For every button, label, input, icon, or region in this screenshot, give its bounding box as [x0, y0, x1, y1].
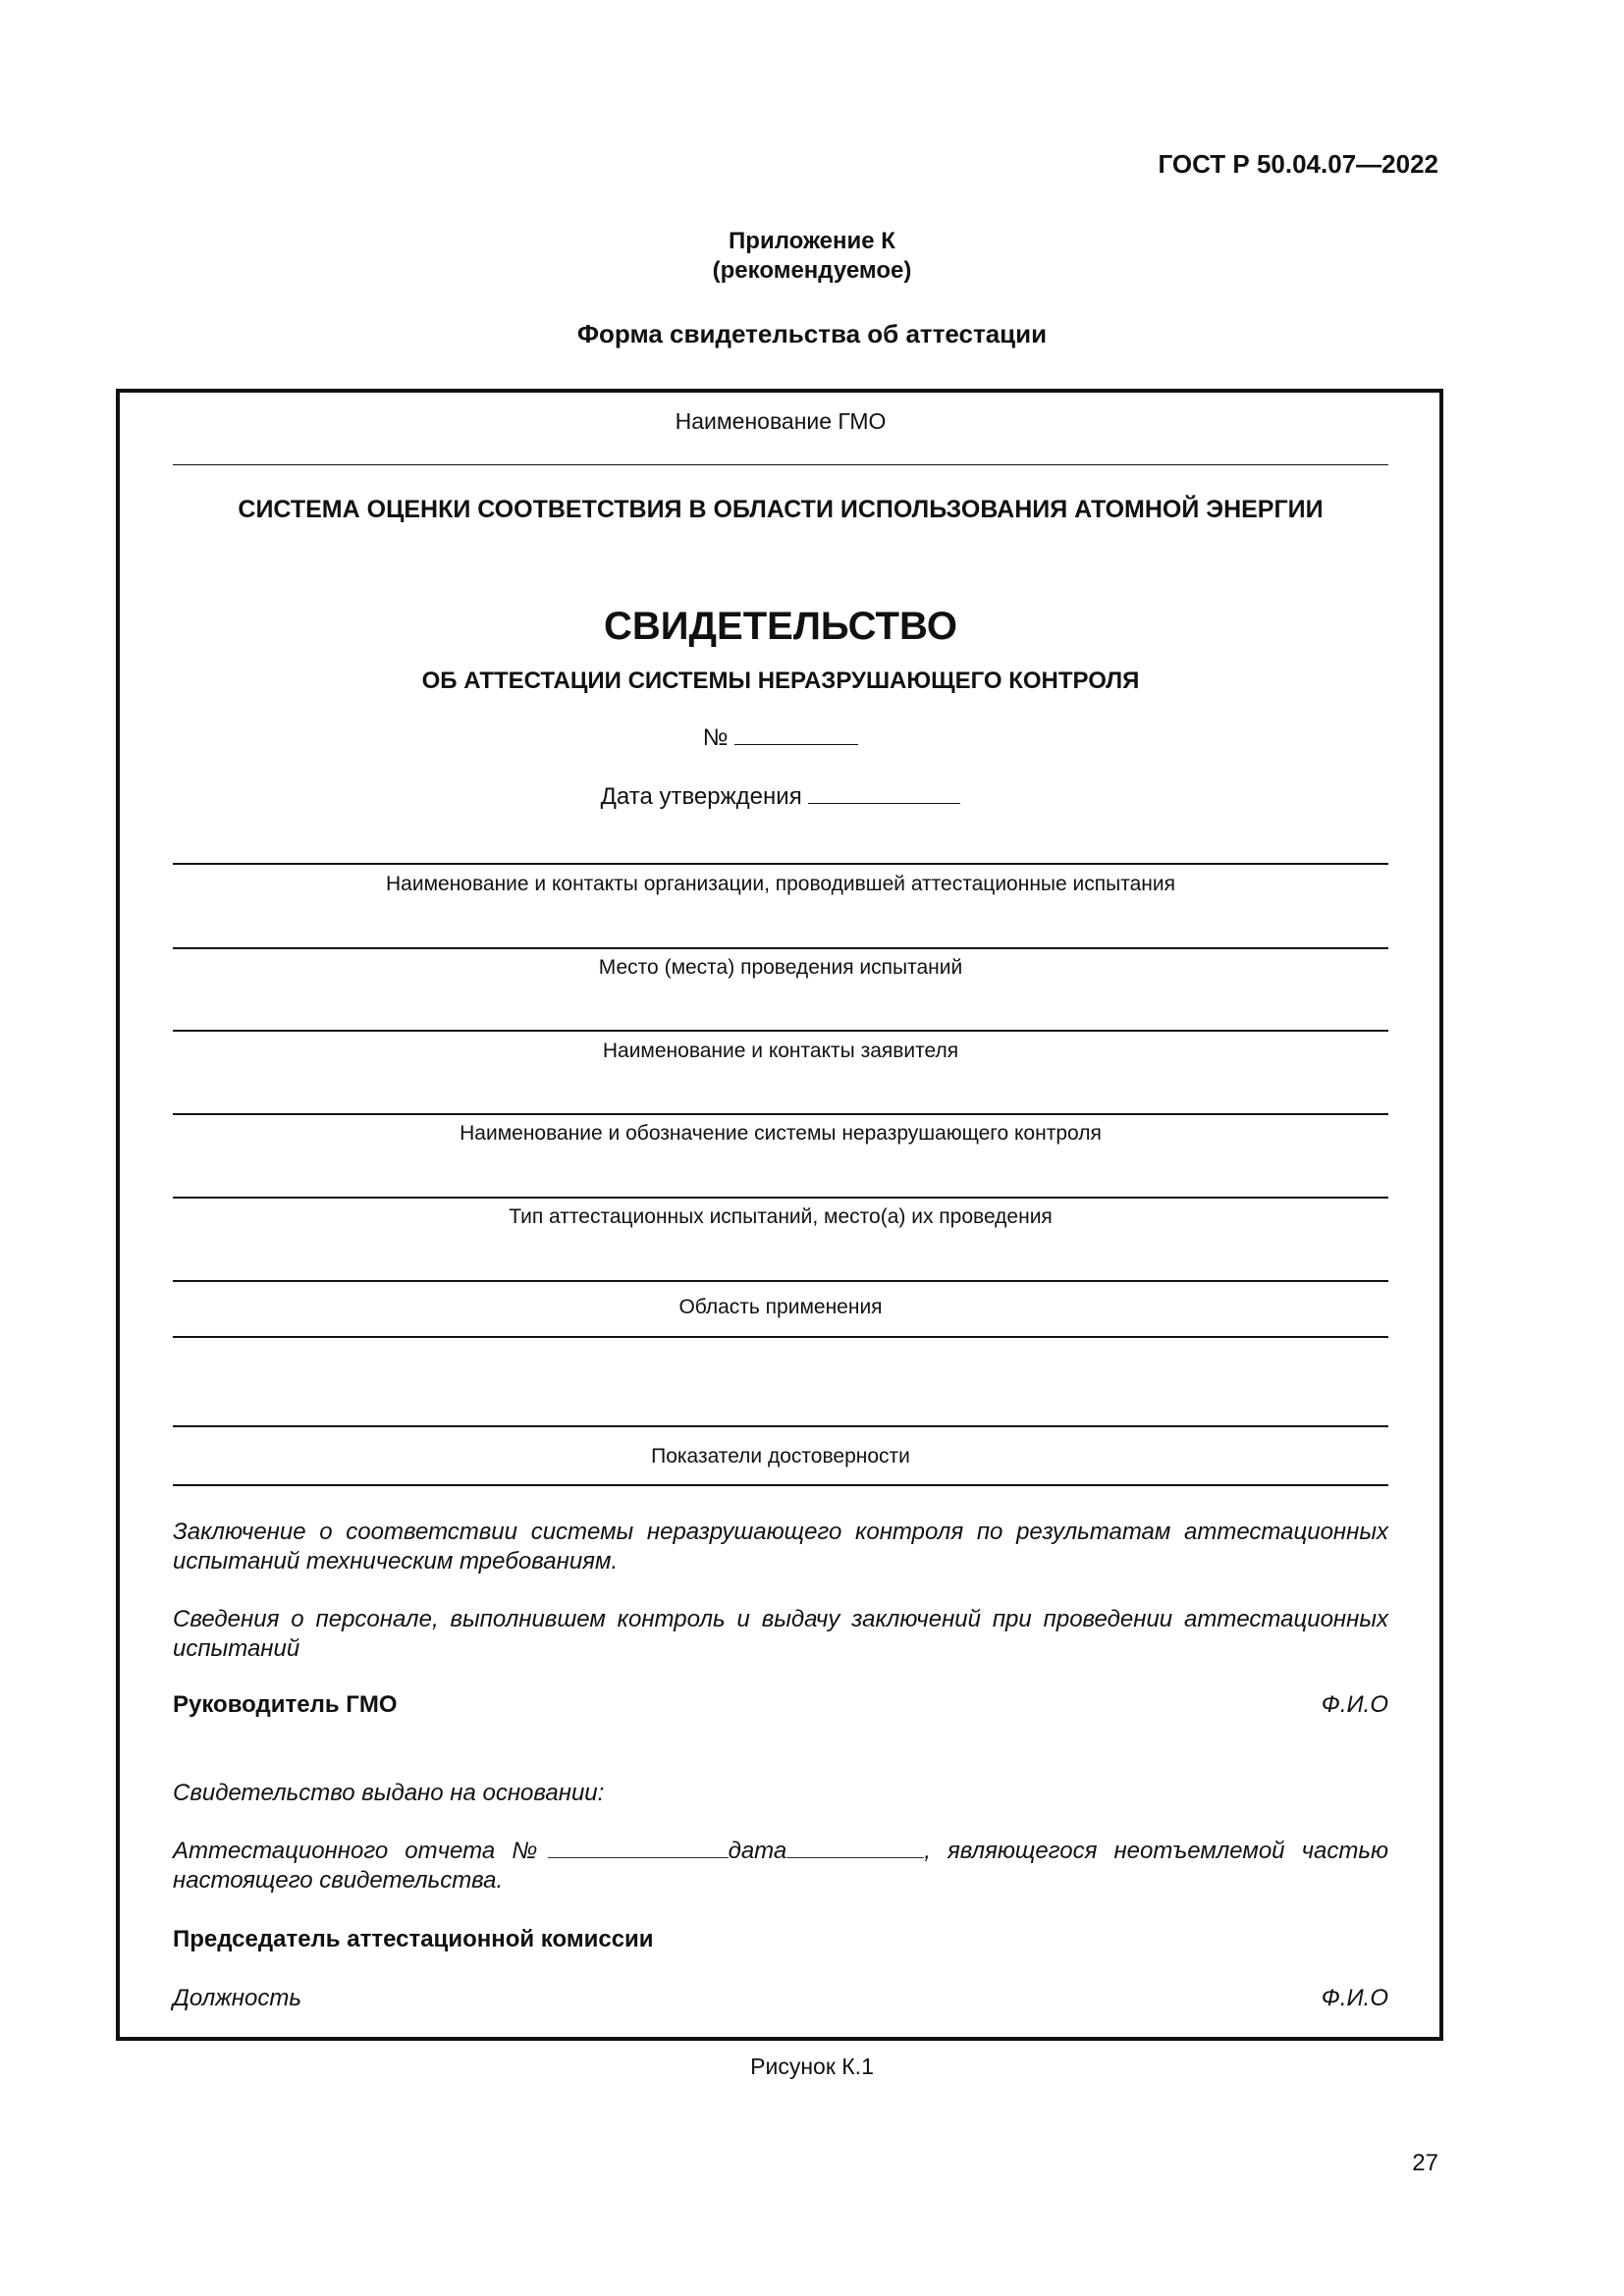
- report-prefix: Аттестационного отчета №: [173, 1838, 548, 1864]
- field-label-applicant: Наименование и контакты заявителя: [602, 1040, 959, 1062]
- page-number: 27: [1412, 2150, 1438, 2176]
- report-number-blank[interactable]: [548, 1838, 729, 1858]
- field-label-reliability: Показатели достоверности: [651, 1445, 910, 1468]
- approval-date: [173, 783, 1388, 811]
- field-label-test-type: Тип аттестационных испытаний, место(а) их проведения: [509, 1205, 1053, 1228]
- field-line-reliability-top: [173, 1425, 1388, 1427]
- field-label-scope: Область применения: [678, 1296, 883, 1318]
- field-line-reliability-bottom[interactable]: [173, 1484, 1388, 1486]
- issued-basis: Свидетельство выдано на основании:: [173, 1780, 605, 1806]
- field-line-applicant[interactable]: [173, 1030, 1388, 1032]
- field-line-scope-bottom[interactable]: [173, 1336, 1388, 1338]
- head-signature-row: [173, 1691, 1388, 1719]
- report-date-blank[interactable]: [786, 1838, 924, 1858]
- chair-label: Председатель аттестационной комиссии: [173, 1926, 654, 1952]
- approval-date-blank[interactable]: [808, 783, 960, 804]
- field-line-scope-top: [173, 1280, 1388, 1282]
- gmo-underline: [173, 464, 1388, 465]
- assessment-system-title: СИСТЕМА ОЦЕНКИ СООТВЕТСТВИЯ В ОБЛАСТИ ИСПОЛЬЗОВАНИЯ АТОМНОЙ ЭНЕРГИИ: [238, 496, 1324, 523]
- field-label-ndt-system: Наименование и обозначение системы неразрушающего контроля: [460, 1122, 1102, 1145]
- certificate-number-label: №: [702, 724, 729, 751]
- field-label-test-location: Место (места) проведения испытаний: [598, 956, 963, 979]
- position-label: Должность: [173, 1985, 301, 2011]
- annex-status: (рекомендуемое): [712, 257, 912, 284]
- standard-code: ГОСТ Р 50.04.07—2022: [1158, 149, 1438, 179]
- field-line-test-type[interactable]: [173, 1197, 1388, 1199]
- field-line-ndt-system[interactable]: [173, 1113, 1388, 1115]
- head-name-placeholder: Ф.И.О: [1321, 1691, 1388, 1718]
- report-date-word: дата: [728, 1838, 787, 1864]
- field-line-testing-org[interactable]: [173, 863, 1388, 865]
- chair-name-placeholder: Ф.И.О: [1321, 1985, 1388, 2011]
- head-label: Руководитель ГМО: [173, 1691, 398, 1718]
- chair-signature-row: [173, 1985, 1388, 2012]
- gmo-name-label: Наименование ГМО: [675, 408, 887, 434]
- figure-caption: Рисунок К.1: [750, 2054, 874, 2079]
- form-title: Форма свидетельства об аттестации: [576, 319, 1048, 348]
- certificate-subtitle: ОБ АТТЕСТАЦИИ СИСТЕМЫ НЕРАЗРУШАЮЩЕГО КОНТРОЛЯ: [421, 667, 1140, 694]
- certificate-title: СВИДЕТЕЛЬСТВО: [604, 605, 957, 648]
- report-reference: [173, 1837, 1388, 1896]
- field-label-testing-org: Наименование и контакты организации, проводившей аттестационные испытания: [386, 873, 1175, 895]
- report-suffix: , являющегося неотъемлемой частью настоящего свидетельства.: [173, 1838, 1388, 1894]
- certificate-number-blank[interactable]: [734, 724, 858, 745]
- conclusion-text: Заключение о соответствии системы неразрушающего контроля по результатам аттестационных испытаний техническим требованиям.: [173, 1519, 1388, 1575]
- certificate-number: [173, 724, 1388, 752]
- personnel-text: Сведения о персонале, выполнившем контроль и выдачу заключений при проведении аттестационных испытаний: [173, 1606, 1388, 1662]
- approval-date-label: Дата утверждения: [600, 783, 802, 810]
- annex-title: Приложение К: [729, 228, 895, 254]
- field-line-test-location[interactable]: [173, 947, 1388, 949]
